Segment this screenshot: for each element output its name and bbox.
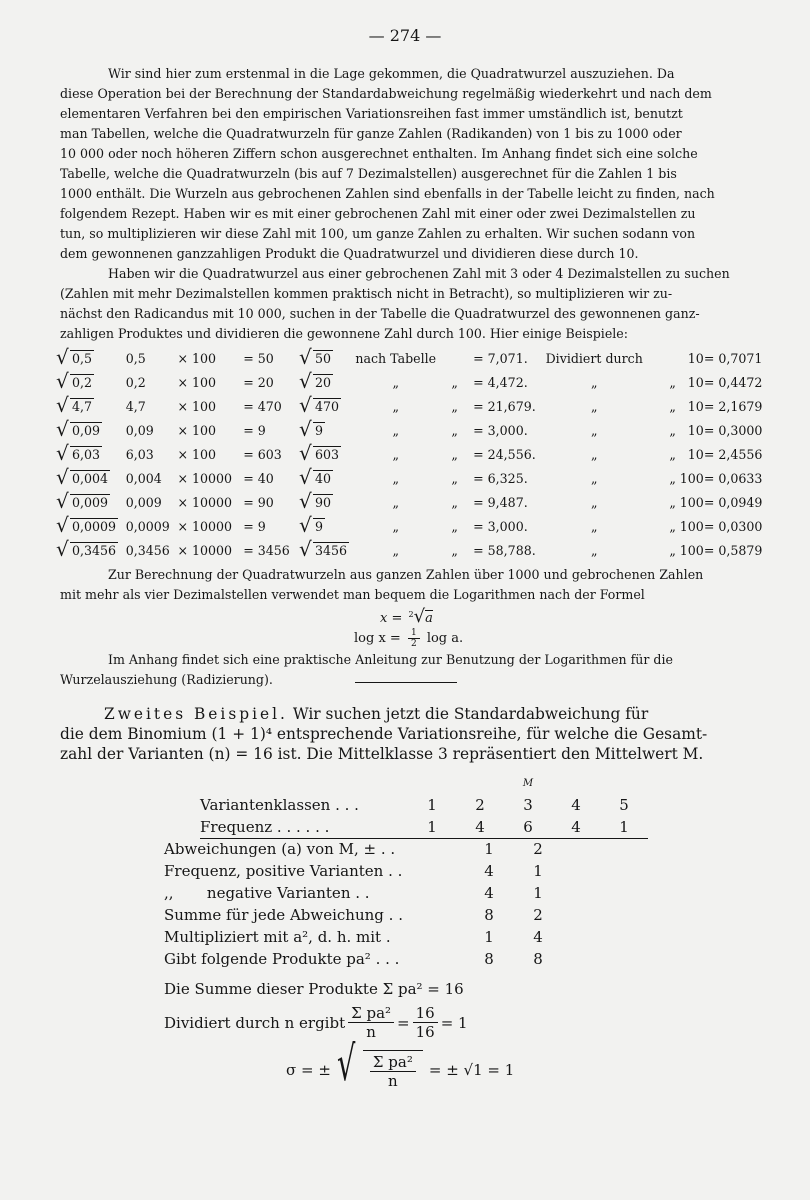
table-cell: = 90 bbox=[243, 494, 274, 510]
table-cell: 1 bbox=[427, 818, 437, 836]
mean-marker: M bbox=[522, 777, 534, 789]
table-cell: = 6,325. bbox=[473, 470, 528, 486]
table-row bbox=[164, 948, 562, 970]
frac-den: n bbox=[388, 1072, 398, 1090]
table-cell: × 10000 bbox=[177, 542, 233, 558]
table-cell: „ bbox=[669, 542, 676, 558]
division-line bbox=[164, 1004, 468, 1041]
table-cell: = 2,1679 bbox=[703, 398, 763, 414]
formula-lhs: x = bbox=[380, 611, 403, 626]
table-row bbox=[58, 442, 773, 466]
table-cell: Abweichungen (a) von M, ± . . bbox=[164, 840, 396, 858]
table-cell: „ bbox=[392, 398, 400, 414]
text-line: 1000 enthält. Die Wurzeln aus gebrochenen Zahlen sind ebenfalls in der Tabelle leicht zu finden, nach bbox=[60, 186, 715, 201]
frac-den: 2 bbox=[410, 639, 417, 649]
table-cell: = 9 bbox=[243, 422, 266, 438]
table-cell: 1 bbox=[533, 884, 543, 902]
table-cell: = 0,0300 bbox=[703, 518, 763, 534]
table-cell: 0,009 bbox=[125, 494, 162, 510]
table-cell: 1 bbox=[484, 840, 494, 858]
separator-rule bbox=[355, 682, 457, 683]
paragraph-3 bbox=[60, 565, 765, 605]
text-line: elementaren Verfahren bei den empirischen Variationsreihen fast immer umständlich ist, benutzt bbox=[60, 106, 683, 121]
table-cell: 10 bbox=[687, 446, 704, 462]
table-cell: Gibt folgende Produkte pa² . . . bbox=[164, 950, 400, 968]
table-cell: √ 0,09 bbox=[58, 418, 126, 442]
frequency-table bbox=[200, 772, 648, 839]
table-cell: √ 0,2 bbox=[58, 370, 126, 394]
table-cell: 8 bbox=[484, 906, 494, 924]
table-cell: √ 20 bbox=[301, 370, 355, 394]
table-cell: Summe für jede Abweichung . . bbox=[164, 906, 403, 924]
table-cell: = 0,3000 bbox=[703, 422, 763, 438]
sigma-rhs: = ± √1 = 1 bbox=[428, 1061, 515, 1079]
klassen-label: Variantenklassen . . . bbox=[200, 796, 359, 814]
table-cell: × 10000 bbox=[177, 494, 233, 510]
table-cell: 4,7 bbox=[125, 398, 146, 414]
table-cell: 0,2 bbox=[125, 374, 146, 390]
table-cell: = 470 bbox=[243, 398, 282, 414]
table-row bbox=[200, 816, 648, 839]
table-row bbox=[58, 538, 773, 562]
text-line: diese Operation bei der Berechnung der Standardabweichung regelmäßig wiederkehrt und nach dem bbox=[60, 86, 712, 101]
table-cell: „ bbox=[392, 470, 400, 486]
table-row bbox=[164, 882, 562, 904]
table-cell: = 0,0633 bbox=[703, 470, 763, 486]
table-cell: „ bbox=[590, 446, 598, 462]
table-cell: 1 bbox=[619, 818, 629, 836]
text-line: zahligen Produktes und dividieren die gewonnene Zahl durch 100. Hier einige Beispiele: bbox=[60, 326, 629, 341]
table-cell: √ 40 bbox=[301, 466, 355, 490]
calculation-table bbox=[164, 838, 562, 970]
text-line: tun, so multiplizieren wir diese Zahl mit 100, um ganze Zahlen zu erhalten. Wir suchen sodann von bbox=[60, 226, 696, 241]
table-cell: 2 bbox=[533, 840, 543, 858]
paragraph-2 bbox=[60, 264, 765, 344]
frac-num: Σ pa² bbox=[348, 1004, 394, 1023]
text-line: 10 000 oder noch höheren Ziffern schon ausgerechnet enthalten. Im Anhang findet sich eine solche bbox=[60, 146, 698, 161]
root-index: 2 bbox=[408, 609, 414, 619]
table-cell: 1 bbox=[484, 928, 494, 946]
table-cell: „ bbox=[392, 422, 400, 438]
table-cell: × 100 bbox=[177, 350, 217, 366]
frac-den: 16 bbox=[415, 1023, 435, 1041]
table-cell: 6 bbox=[523, 818, 533, 836]
table-cell: „ bbox=[451, 398, 458, 414]
table-cell: 2 bbox=[475, 796, 485, 814]
table-cell: = 9 bbox=[243, 518, 266, 534]
table-cell: 4 bbox=[571, 796, 581, 814]
table-cell: = 0,7071 bbox=[703, 350, 763, 366]
table-cell: „ bbox=[669, 470, 676, 486]
table-row bbox=[164, 926, 562, 948]
table-cell: 4 bbox=[484, 862, 494, 880]
table-cell: = 603 bbox=[243, 446, 282, 462]
table-row bbox=[164, 904, 562, 926]
table-cell: 0,5 bbox=[125, 350, 146, 366]
frac-num: 16 bbox=[413, 1004, 438, 1023]
table-cell: 8 bbox=[484, 950, 494, 968]
table-cell: = 40 bbox=[243, 470, 274, 486]
table-cell: „ bbox=[451, 494, 458, 510]
frac-num: 1 bbox=[408, 628, 420, 639]
table-row bbox=[200, 794, 648, 816]
table-cell: = 7,071. bbox=[473, 350, 528, 366]
table-cell: Dividiert durch bbox=[545, 350, 643, 366]
table-cell: „ bbox=[590, 518, 598, 534]
table-row bbox=[164, 838, 562, 860]
table-cell: 10 bbox=[687, 398, 704, 414]
table-cell: „ bbox=[669, 518, 676, 534]
table-cell: 0,0009 bbox=[125, 518, 170, 534]
table-cell: „ bbox=[392, 518, 400, 534]
table-cell: „ bbox=[451, 542, 458, 558]
table-cell: = 58,788. bbox=[473, 542, 536, 558]
table-cell: „ bbox=[590, 494, 598, 510]
formula-lhs: log x = bbox=[354, 631, 401, 646]
page-number: — 274 — bbox=[368, 26, 442, 45]
text-line: (Zahlen mit mehr Dezimalstellen kommen praktisch nicht in Betracht), so multiplizieren wir zu- bbox=[60, 286, 673, 301]
table-cell: Frequenz, positive Varianten . . bbox=[164, 862, 403, 880]
text-line: Wir suchen jetzt die Standardabweichung für bbox=[292, 705, 649, 723]
text-line: Zur Berechnung der Quadratwurzeln aus ganzen Zahlen über 1000 und gebrochenen Zahlen bbox=[108, 567, 704, 582]
table-cell: „ bbox=[590, 542, 598, 558]
text-line: man Tabellen, welche die Quadratwurzeln für ganze Zahlen (Radikanden) von 1 bis zu 1000 oder bbox=[60, 126, 682, 141]
table-cell: √ 0,0009 bbox=[58, 514, 126, 538]
table-cell: √ 9 bbox=[301, 514, 355, 538]
text-line: Wurzelausziehung (Radizierung). bbox=[60, 672, 273, 687]
table-cell: √ 50 bbox=[301, 346, 355, 370]
table-cell: × 100 bbox=[177, 422, 217, 438]
table-cell: Multipliziert mit a², d. h. mit . bbox=[164, 928, 391, 946]
table-cell: 0,09 bbox=[125, 422, 154, 438]
table-cell: = 3456 bbox=[243, 542, 290, 558]
table-cell: „ bbox=[392, 494, 400, 510]
table-row bbox=[164, 860, 562, 882]
table-cell: = 0,0949 bbox=[703, 494, 763, 510]
table-cell: 6,03 bbox=[125, 446, 154, 462]
table-cell: „ bbox=[590, 470, 598, 486]
table-cell: = 3,000. bbox=[473, 518, 528, 534]
division-result: = 1 bbox=[440, 1013, 468, 1032]
text-line: die dem Binomium (1 + 1)⁴ entsprechende Variationsreihe, für welche die Gesamt- bbox=[60, 725, 708, 743]
table-row bbox=[58, 490, 773, 514]
paragraph-4 bbox=[60, 650, 765, 690]
table-cell: = 4,472. bbox=[473, 374, 528, 390]
table-cell: = 24,556. bbox=[473, 446, 536, 462]
table-row bbox=[58, 370, 773, 394]
table-cell: √ 90 bbox=[301, 490, 355, 514]
table-cell: 8 bbox=[533, 950, 543, 968]
table-cell: 1 bbox=[533, 862, 543, 880]
table-cell: 100 bbox=[679, 494, 704, 510]
table-cell: = 0,4472 bbox=[703, 374, 763, 390]
sigma-formula bbox=[286, 1050, 514, 1090]
table-cell: 100 bbox=[679, 518, 704, 534]
table-cell: 10 bbox=[687, 374, 704, 390]
table-cell: „ bbox=[392, 542, 400, 558]
table-cell: ,, negative Varianten . . bbox=[164, 884, 370, 902]
sigma-lhs: σ = ± bbox=[286, 1061, 331, 1079]
table-cell: √ 603 bbox=[301, 442, 355, 466]
table-row bbox=[58, 394, 773, 418]
text-line: Tabelle, welche die Quadratwurzeln (bis auf 7 Dezimalstellen) ausgerechnet für die Zahlen 1 bis bbox=[60, 166, 677, 181]
text-line: folgendem Rezept. Haben wir es mit einer gebrochenen Zahl mit einer oder zwei Dezimalstellen zu bbox=[60, 206, 696, 221]
table-cell: × 100 bbox=[177, 398, 217, 414]
table-cell: „ bbox=[590, 398, 598, 414]
table-cell: „ bbox=[451, 374, 458, 390]
square-root-examples-table bbox=[58, 346, 773, 562]
table-cell: „ bbox=[451, 470, 458, 486]
table-cell: √ 0,5 bbox=[58, 346, 126, 370]
equals: = bbox=[397, 1013, 410, 1032]
table-row bbox=[58, 514, 773, 538]
section-example-2 bbox=[60, 704, 765, 764]
radicand: a bbox=[425, 611, 433, 626]
table-cell: √ 6,03 bbox=[58, 442, 126, 466]
formula-root: x = $^2$√a bbox=[380, 606, 433, 627]
table-cell: „ bbox=[451, 518, 458, 534]
table-cell: „ bbox=[669, 494, 676, 510]
text-line: nächst den Radicandus mit 10 000, suchen in der Tabelle die Quadratwurzel des gewonnenen ganz- bbox=[60, 306, 700, 321]
text-line: Im Anhang findet sich eine praktische Anleitung zur Benutzung der Logarithmen für die bbox=[108, 652, 673, 667]
table-cell bbox=[643, 346, 676, 370]
frac-num: √ Σ pa² bbox=[370, 1053, 416, 1072]
table-cell: √ 3456 bbox=[301, 538, 355, 562]
table-cell: 100 bbox=[679, 542, 704, 558]
table-cell: 4 bbox=[571, 818, 581, 836]
text-line: dem gewonnenen ganzzahligen Produkt die Quadratwurzel und dividieren diese durch 10. bbox=[60, 246, 639, 261]
table-cell: √ 0,3456 bbox=[58, 538, 126, 562]
table-cell: nach Tabelle bbox=[355, 350, 437, 366]
table-cell: 100 bbox=[679, 470, 704, 486]
table-cell: „ bbox=[590, 422, 598, 438]
table-cell: = 9,487. bbox=[473, 494, 528, 510]
text-line: mit mehr als vier Dezimalstellen verwendet man bequem die Logarithmen nach der Formel bbox=[60, 587, 645, 602]
table-cell: × 10000 bbox=[177, 470, 233, 486]
table-cell: 3 bbox=[523, 796, 533, 814]
division-label: Dividiert durch n ergibt bbox=[164, 1013, 346, 1032]
table-cell: × 100 bbox=[177, 374, 217, 390]
table-cell: 4 bbox=[484, 884, 494, 902]
table-row bbox=[58, 346, 773, 370]
table-cell: „ bbox=[451, 446, 458, 462]
table-cell: √ 9 bbox=[301, 418, 355, 442]
section-title: Zweites Beispiel. bbox=[104, 705, 288, 723]
table-cell: 1 bbox=[427, 796, 437, 814]
table-cell: = 0,5879 bbox=[703, 542, 763, 558]
table-cell: 0,3456 bbox=[125, 542, 170, 558]
text-line: Wir sind hier zum erstenmal in die Lage gekommen, die Quadratwurzel auszuziehen. Da bbox=[108, 66, 675, 81]
table-row bbox=[58, 466, 773, 490]
table-cell: 2 bbox=[533, 906, 543, 924]
table-cell bbox=[436, 346, 473, 370]
table-cell: 4 bbox=[475, 818, 485, 836]
table-cell: = 21,679. bbox=[473, 398, 536, 414]
table-cell: = 20 bbox=[243, 374, 274, 390]
table-cell: 0,004 bbox=[125, 470, 162, 486]
formula-log bbox=[354, 628, 463, 649]
table-cell: √ 0,009 bbox=[58, 490, 126, 514]
table-cell: = 2,4556 bbox=[703, 446, 763, 462]
table-row bbox=[58, 418, 773, 442]
table-cell: × 100 bbox=[177, 446, 217, 462]
table-cell: = 3,000. bbox=[473, 422, 528, 438]
text-line: zahl der Varianten (n) = 16 ist. Die Mittelklasse 3 repräsentiert den Mittelwert M. bbox=[60, 745, 704, 763]
table-cell: „ bbox=[451, 422, 458, 438]
table-cell: = 50 bbox=[243, 350, 274, 366]
table-cell: „ bbox=[669, 398, 676, 414]
table-cell: × 10000 bbox=[177, 518, 233, 534]
table-cell: √ 470 bbox=[301, 394, 355, 418]
table-cell: „ bbox=[669, 374, 676, 390]
sum-line: Die Summe dieser Produkte Σ pa² = 16 bbox=[164, 980, 464, 998]
frac-den: n bbox=[366, 1023, 376, 1041]
table-cell: „ bbox=[590, 374, 598, 390]
table-cell: 5 bbox=[619, 796, 629, 814]
formula-rhs: log a. bbox=[426, 631, 464, 646]
frequenz-label: Frequenz . . . . . . bbox=[200, 818, 330, 836]
table-cell: „ bbox=[392, 374, 400, 390]
paragraph-1 bbox=[60, 64, 765, 264]
table-cell: √ 4,7 bbox=[58, 394, 126, 418]
table-cell: 4 bbox=[533, 928, 543, 946]
table-cell: √ 0,004 bbox=[58, 466, 126, 490]
text-line: Haben wir die Quadratwurzel aus einer gebrochenen Zahl mit 3 oder 4 Dezimalstellen zu suchen bbox=[108, 266, 730, 281]
table-cell: 10 bbox=[687, 350, 704, 366]
table-cell: „ bbox=[392, 446, 400, 462]
table-cell: 10 bbox=[687, 422, 704, 438]
table-cell: „ bbox=[669, 446, 676, 462]
table-cell: „ bbox=[669, 422, 676, 438]
